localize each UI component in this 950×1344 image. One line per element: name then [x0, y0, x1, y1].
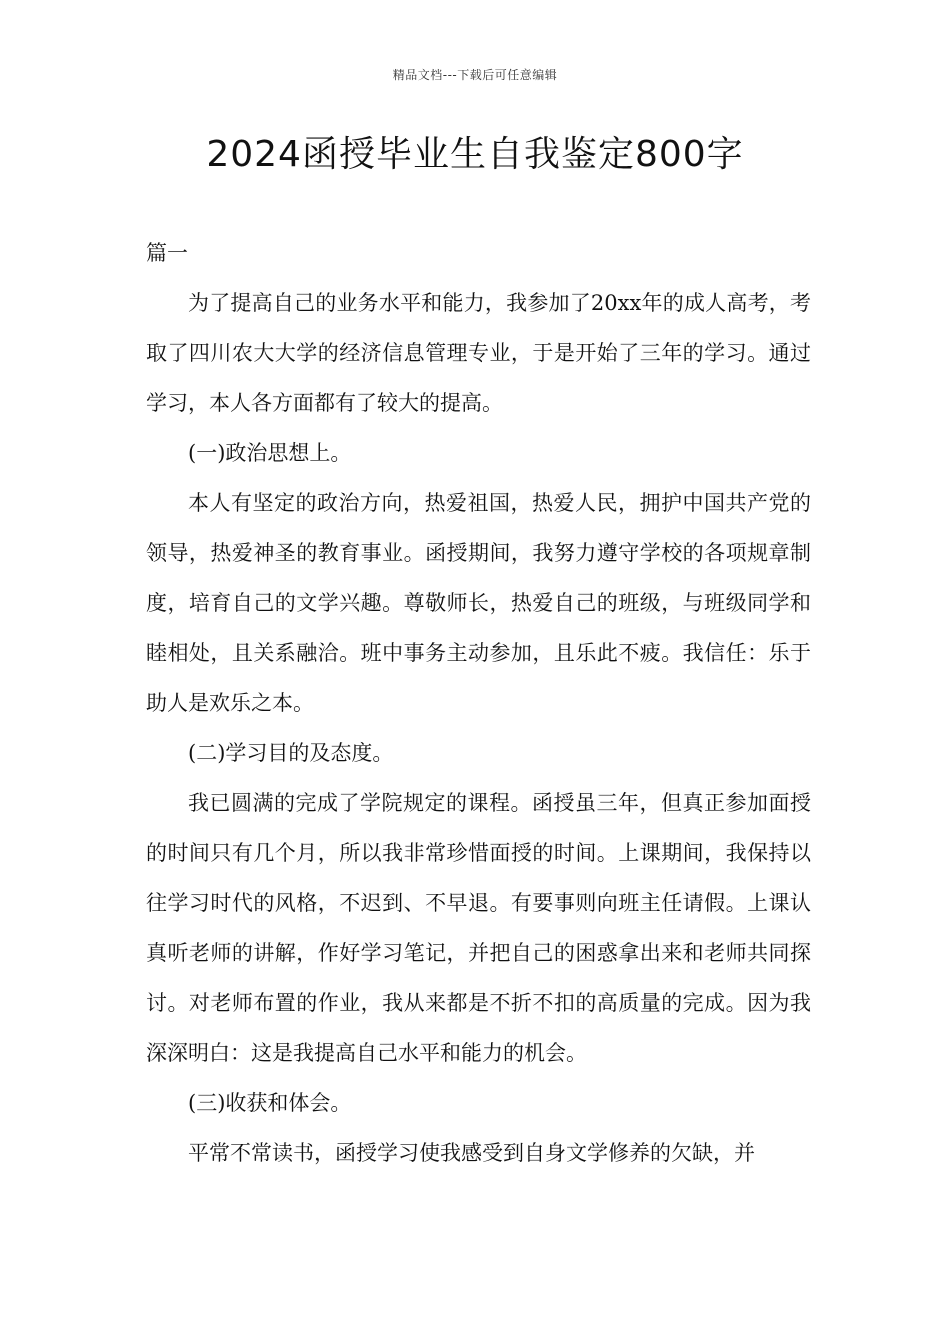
paragraph: 本人有坚定的政治方向，热爱祖国，热爱人民，拥护中国共产党的领导，热爱神圣的教育事业。函授期间，我努力遵守学校的各项规章制度，培育自己的文学兴趣。尊敬师长，热爱自己的班级，与班级同学和睦相处，且关系融洽。班中事务主动参加，且乐此不疲。我信任：乐于助人是欢乐之本。 — [146, 491, 811, 715]
paragraph: 为了提高自己的业务水平和能力，我参加了20xx年的成人高考，考取了四川农大大学的经济信息管理专业，于是开始了三年的学习。通过学习，本人各方面都有了较大的提高。 — [146, 291, 811, 415]
document-title: 2024函授毕业生自我鉴定800字 — [206, 134, 744, 175]
section-label: 篇一 — [146, 241, 188, 265]
paragraph: 我已圆满的完成了学院规定的课程。函授虽三年，但真正参加面授的时间只有几个月，所以我非常珍惜面授的时间。上课期间，我保持以往学习时代的风格，不迟到、不早退。有要事则向班主任请假。上课认真听老师的讲解，作好学习笔记，并把自己的困惑拿出来和老师共同探讨。对老师布置的作业，我从来都是不折不扣的高质量的完成。因为我深深明白：这是我提高自己水平和能力的机会。 — [146, 791, 811, 1065]
section-heading: (二)学习目的及态度。 — [188, 741, 394, 765]
section-heading: (一)政治思想上。 — [188, 441, 352, 465]
paragraph: 平常不常读书，函授学习使我感受到自身文学修养的欠缺，并 — [188, 1141, 755, 1165]
header-note: 精品文档---下载后可任意编辑 — [392, 68, 558, 82]
section-heading: (三)收获和体会。 — [188, 1091, 352, 1115]
document-body — [146, 228, 811, 1178]
